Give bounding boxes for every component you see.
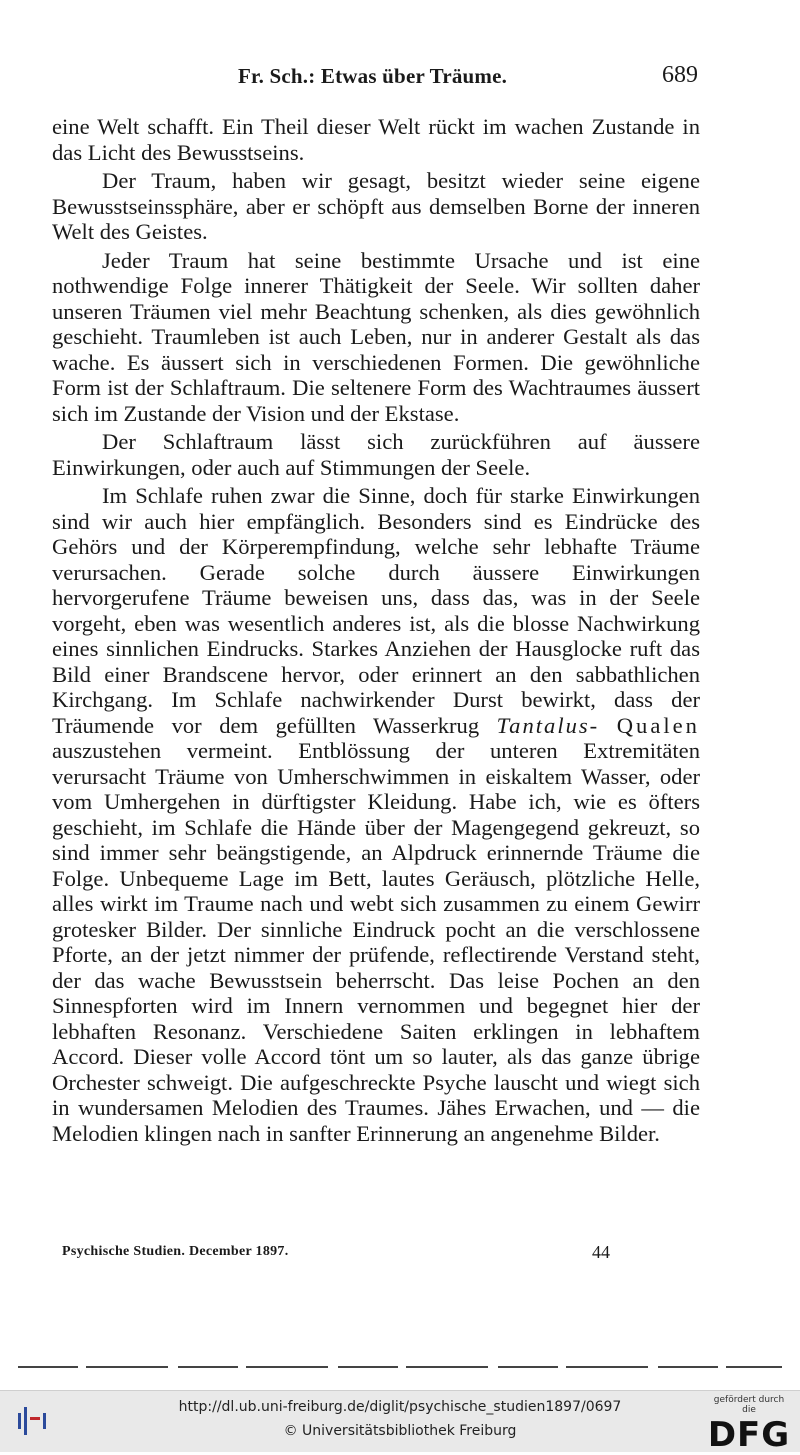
page-number: 689	[662, 62, 698, 88]
running-title: Fr. Sch.: Etwas über Träume.	[238, 64, 508, 88]
emphasis-tantalus: Tantalus-	[496, 712, 600, 738]
dfg-mark-icon: DFG	[707, 1415, 791, 1455]
printer-signature: 44	[592, 1242, 610, 1262]
scan-edge-rule	[18, 1366, 782, 1368]
dfg-logo	[706, 1395, 792, 1455]
page-footer	[62, 1244, 622, 1268]
journal-line: Psychische Studien. December 1897.	[62, 1244, 289, 1259]
paragraph-3: Jeder Traum hat seine bestimmte Ursache und ist eine nothwendige Folge innerer Thätigkeit der Seele. Wir sollten daher unseren Träumen viel mehr Beachtung schenken, als dies gewöhnlich geschieht. Traumleben ist auch Leben, nur in anderer Gestalt als das wache. Es äussert sich in verschiedenen Formen. Die gewöhnliche Form ist der Schlaftraum. Die seltenere Form des Wachtraumes äussert sich im Zustande der Vision und der Ekstase.	[52, 247, 700, 426]
article-body	[52, 114, 700, 1149]
paragraph-5-part-1: Im Schlafe ruhen zwar die Sinne, doch für starke Einwirkungen sind wir auch hier empfänglich. Besonders sind es Eindrücke des Gehörs und der Körperempfindung, welche sehr lebhafte Träume verursachen. Gerade solche durch äussere Einwirkungen hervorgerufene Träume beweisen uns, dass das, was in der Seele vorgeht, eben was wesentlich anderes ist, als die blosse Nachwirkung eines sinnlichen Eindrucks. Starkes Anziehen der Hausglocke ruft das Bild einer Brandscene hervor, oder erinnert an den sabbathlichen Kirchgang. Im Schlafe nachwirkender Durst bewirkt, dass der Träumende vor dem gefüllten Wasserkrug	[52, 483, 700, 738]
paragraph-4: Der Schlaftraum lässt sich zurückführen auf äussere Einwirkungen, oder auch auf Stimmungen der Seele.	[52, 429, 700, 480]
dfg-caption: gefördert durch die	[713, 1395, 785, 1415]
paragraph-5	[52, 483, 700, 1146]
document-url-link[interactable]: http://dl.ub.uni-freiburg.de/diglit/psychische_studien1897/0697	[178, 1399, 622, 1415]
paragraph-2: Der Traum, haben wir gesagt, besitzt wieder seine eigene Bewusstseinssphäre, aber er schöpft aus demselben Borne der inneren Welt des Geistes.	[52, 168, 700, 244]
page-header	[200, 62, 700, 92]
paragraph-1: eine Welt schafft. Ein Theil dieser Welt rückt im wachen Zustande in das Licht des Bewusstseins.	[52, 114, 700, 165]
viewer-footer-bar	[0, 1390, 800, 1455]
emphasis-qualen: Qualen	[616, 712, 700, 738]
copyright-notice: © Universitätsbibliothek Freiburg	[283, 1423, 517, 1439]
paragraph-5-part-2: auszustehen vermeint. Entblössung der unteren Extremitäten verursacht Träume von Umherschwimmen in eiskaltem Wasser, oder vom Umhergehen in dürftigster Kleidung. Habe ich, wie es öfters geschieht, im Schlafe die Hände über der Magengegend gekreuzt, so sind immer sehr beängstigende, an Alpdruck erinnernde Träume die Folge. Unbequeme Lage im Bett, lautes Geräusch, plötzliche Helle, alles wirkt im Traume nach und webt sich zusammen zu einem Gewirr grotesker Bilder. Der sinnliche Eindruck pocht an die verschlossene Pforte, an der jetzt nimmer der prüfende, reflectirende Verstand steht, der das wache Bewusstsein beherrscht. Das leise Pochen an den Sinnespforten wird im Innern vernommen und begegnet hier der lebhaften Resonanz. Verschiedene Saiten erklingen in lebhaftem Accord. Dieser volle Accord tönt um so lauter, als das ganze übrige Orchester schweigt. Die aufgeschreckte Psyche lauscht und wiegt sich in wundersamen Melodien des Traumes. Jähes Erwachen, und — die Melodien klingen nach in sanfter Erinnerung an angenehme Bilder.	[52, 738, 700, 1146]
